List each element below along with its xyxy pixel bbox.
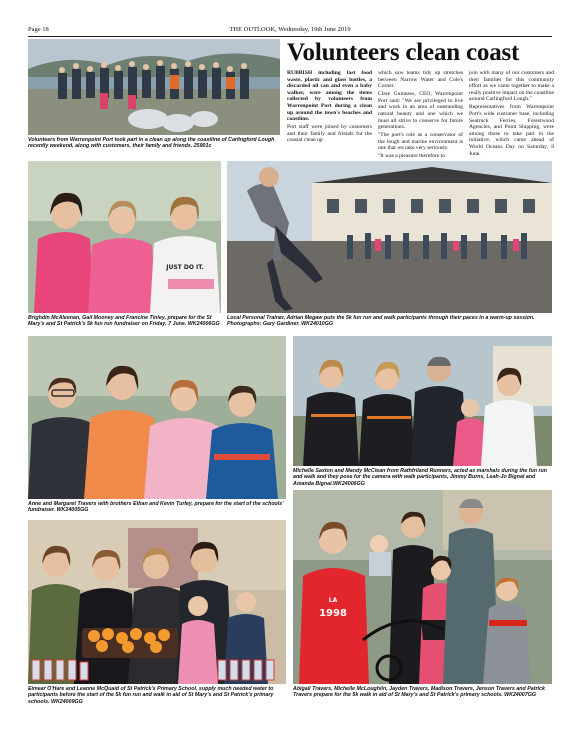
article-paragraph: Port staff were joined by customers and their family and friends for the coastal clean up bbox=[287, 124, 372, 144]
page-number: Page 18 bbox=[28, 26, 49, 33]
shirt-brand-text: LA bbox=[328, 597, 338, 604]
caption-water-station: Eimear O'Hare and Leanne McQuaid of St Patrick's Primary School, supply much needed water to participants before the start of the 5k fun run and walk in aid of St Mary's and St Patrick's primary schools. WK24009GG bbox=[28, 686, 274, 705]
article-paragraph: Representatives from Warrenpoint Port's wide customer base, including Seatruck Ferries, Forestwood Agencies, and Point Shipping, were among those to take part in the initiative, which came ahead of World Oceans Day on Saturday, 8 June. bbox=[469, 104, 554, 157]
article-column-3 bbox=[469, 70, 554, 159]
caption-warm-up: Local Personal Trainer, Adrian Megaw puts the 5k fun run and walk participants through their paces in a warm-up session. Photographs: Gary Gardiner. WK24010GG bbox=[227, 315, 535, 328]
masthead: THE OUTLOOK, Wednesday, 19th June 2019 bbox=[229, 26, 351, 33]
photo-family-four bbox=[28, 336, 286, 499]
article-column-2 bbox=[378, 70, 463, 161]
shirt-number-text: 1998 bbox=[319, 608, 347, 619]
article-column-1 bbox=[287, 70, 372, 145]
photo-marshals bbox=[293, 336, 552, 466]
header-rule bbox=[28, 36, 552, 37]
caption-family-four: Anne and Margaret Travers with brothers Ethan and Kevin Turley, prepare for the start of the schools' fundraiser. WK24005GG bbox=[28, 501, 284, 514]
caption-cleanup: Volunteers from Warrenpoint Port took part in a clean up along the coastline of Carlingford Lough recently weekend, along with customers, their family and friends. 25901c bbox=[28, 137, 275, 150]
photo-water-station bbox=[28, 520, 286, 684]
article-paragraph: which saw teams tidy up stretches between Narrow Water and Cole's Corner. bbox=[378, 70, 463, 90]
photo-warm-up bbox=[227, 161, 552, 313]
caption-travers-family: Abigail Travers, Michelle McLoughlin, Jayden Travers, Madison Travers, Jenson Travers and Patrick Travers prepare for the 5k walk in aid of St Mary's and St Patrick's primary schools. WK24007GG bbox=[293, 686, 545, 699]
article-paragraph: Clare Guinness, CEO, Warrenpoint Port said: "We are privileged to live and work in an area of outstanding natural beauty and one which we must all strive to conserve for future generations. bbox=[378, 91, 463, 131]
shirt-slogan-text: JUST DO IT. bbox=[166, 264, 204, 271]
photo-cleanup-group bbox=[28, 39, 280, 135]
article-lead: RUBBISH including fast food waste, plastic and glass bottles, a discarded oil can and even a baby walker, were among the items collected by volunteers from Warrenpoint Port during a clean up around the town's beaches and coastline. bbox=[287, 70, 372, 123]
article-paragraph: join with many of our customers and their families for this community effort as we came together to make a really positive impact on the coastline around Carlingford Lough." bbox=[469, 70, 554, 103]
article-headline: Volunteers clean coast bbox=[287, 39, 520, 66]
article-paragraph: "It was a pleasure therefore to bbox=[378, 153, 446, 160]
article-paragraph: "The port's role as a conservator of the lough and marine environment is one that we take very seriously. bbox=[378, 132, 463, 152]
caption-marshals: Michelle Saxton and Mandy McClean from Rathfriland Runners, acted as marshals during the fun run and walk and they pose for the camera with walk participants, Jimmy Burns, Leah-Jo Bignal and Amanda Bignal.WK24006GG bbox=[293, 468, 547, 487]
photo-three-women bbox=[28, 161, 221, 313]
caption-three-women: Brighdin McAleenan, Gail Mooney and Francine Tinley, prepare for the St Mary's and St Patrick's 5k fun run fundraiser on Friday, 7 June. WK24006GG bbox=[28, 315, 220, 328]
photo-travers-family bbox=[293, 490, 552, 684]
